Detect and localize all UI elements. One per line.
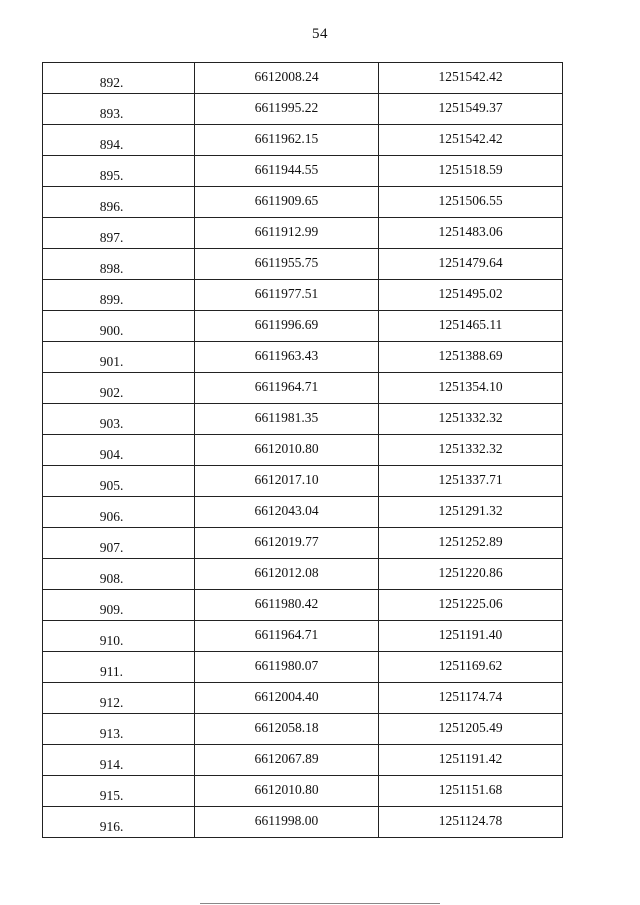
x-coordinate-cell: 6611996.69	[195, 311, 379, 342]
table-row	[43, 404, 563, 435]
x-coordinate-cell: 6611962.15	[195, 125, 379, 156]
x-coordinate-cell: 6611912.99	[195, 218, 379, 249]
table-row	[43, 249, 563, 280]
table-row	[43, 559, 563, 590]
y-coordinate-cell: 1251191.42	[379, 745, 563, 776]
point-number-cell: 900.	[43, 311, 195, 342]
y-coordinate-cell: 1251205.49	[379, 714, 563, 745]
x-coordinate-cell: 6611980.42	[195, 590, 379, 621]
coordinates-table	[42, 62, 563, 838]
table-row	[43, 621, 563, 652]
x-coordinate-cell: 6611981.35	[195, 404, 379, 435]
point-number-cell: 899.	[43, 280, 195, 311]
y-coordinate-cell: 1251252.89	[379, 528, 563, 559]
y-coordinate-cell: 1251225.06	[379, 590, 563, 621]
y-coordinate-cell: 1251518.59	[379, 156, 563, 187]
y-coordinate-cell: 1251506.55	[379, 187, 563, 218]
x-coordinate-cell: 6611964.71	[195, 373, 379, 404]
table-row	[43, 373, 563, 404]
x-coordinate-cell: 6611944.55	[195, 156, 379, 187]
page-number: 54	[312, 26, 328, 42]
x-coordinate-cell: 6611964.71	[195, 621, 379, 652]
point-number-cell: 908.	[43, 559, 195, 590]
point-number-cell: 896.	[43, 187, 195, 218]
table-row	[43, 497, 563, 528]
point-number-cell: 893.	[43, 94, 195, 125]
point-number-cell: 905.	[43, 466, 195, 497]
y-coordinate-cell: 1251169.62	[379, 652, 563, 683]
point-number-cell: 915.	[43, 776, 195, 807]
point-number-cell: 909.	[43, 590, 195, 621]
y-coordinate-cell: 1251291.32	[379, 497, 563, 528]
table-row	[43, 435, 563, 466]
x-coordinate-cell: 6612067.89	[195, 745, 379, 776]
table-row	[43, 156, 563, 187]
table-row	[43, 683, 563, 714]
table-row	[43, 590, 563, 621]
table-row	[43, 280, 563, 311]
x-coordinate-cell: 6611998.00	[195, 807, 379, 838]
point-number-cell: 911.	[43, 652, 195, 683]
point-number-cell: 914.	[43, 745, 195, 776]
point-number-cell: 901.	[43, 342, 195, 373]
point-number-cell: 904.	[43, 435, 195, 466]
point-number-cell: 916.	[43, 807, 195, 838]
y-coordinate-cell: 1251465.11	[379, 311, 563, 342]
x-coordinate-cell: 6612043.04	[195, 497, 379, 528]
table-row	[43, 311, 563, 342]
y-coordinate-cell: 1251483.06	[379, 218, 563, 249]
y-coordinate-cell: 1251332.32	[379, 435, 563, 466]
x-coordinate-cell: 6612058.18	[195, 714, 379, 745]
point-number-cell: 895.	[43, 156, 195, 187]
y-coordinate-cell: 1251388.69	[379, 342, 563, 373]
y-coordinate-cell: 1251479.64	[379, 249, 563, 280]
point-number-cell: 912.	[43, 683, 195, 714]
table-row	[43, 776, 563, 807]
footer-divider	[200, 903, 440, 904]
table-row	[43, 187, 563, 218]
x-coordinate-cell: 6611977.51	[195, 280, 379, 311]
table-row	[43, 94, 563, 125]
point-number-cell: 894.	[43, 125, 195, 156]
point-number-cell: 897.	[43, 218, 195, 249]
x-coordinate-cell: 6612019.77	[195, 528, 379, 559]
x-coordinate-cell: 6611909.65	[195, 187, 379, 218]
point-number-cell: 902.	[43, 373, 195, 404]
x-coordinate-cell: 6611980.07	[195, 652, 379, 683]
y-coordinate-cell: 1251542.42	[379, 125, 563, 156]
point-number-cell: 913.	[43, 714, 195, 745]
table-row	[43, 652, 563, 683]
table-row	[43, 125, 563, 156]
y-coordinate-cell: 1251549.37	[379, 94, 563, 125]
table-row	[43, 466, 563, 497]
y-coordinate-cell: 1251495.02	[379, 280, 563, 311]
table-row	[43, 218, 563, 249]
x-coordinate-cell: 6612010.80	[195, 776, 379, 807]
table-row	[43, 745, 563, 776]
table-row	[43, 63, 563, 94]
x-coordinate-cell: 6612008.24	[195, 63, 379, 94]
y-coordinate-cell: 1251124.78	[379, 807, 563, 838]
point-number-cell: 907.	[43, 528, 195, 559]
point-number-cell: 910.	[43, 621, 195, 652]
y-coordinate-cell: 1251332.32	[379, 404, 563, 435]
table-row	[43, 807, 563, 838]
x-coordinate-cell: 6612004.40	[195, 683, 379, 714]
y-coordinate-cell: 1251174.74	[379, 683, 563, 714]
table-row	[43, 714, 563, 745]
y-coordinate-cell: 1251542.42	[379, 63, 563, 94]
x-coordinate-cell: 6612017.10	[195, 466, 379, 497]
y-coordinate-cell: 1251220.86	[379, 559, 563, 590]
point-number-cell: 898.	[43, 249, 195, 280]
table-row	[43, 528, 563, 559]
y-coordinate-cell: 1251151.68	[379, 776, 563, 807]
y-coordinate-cell: 1251354.10	[379, 373, 563, 404]
x-coordinate-cell: 6611963.43	[195, 342, 379, 373]
x-coordinate-cell: 6612010.80	[195, 435, 379, 466]
coordinates-table-body	[43, 63, 563, 838]
table-row	[43, 342, 563, 373]
x-coordinate-cell: 6611995.22	[195, 94, 379, 125]
point-number-cell: 892.	[43, 63, 195, 94]
y-coordinate-cell: 1251337.71	[379, 466, 563, 497]
point-number-cell: 903.	[43, 404, 195, 435]
x-coordinate-cell: 6611955.75	[195, 249, 379, 280]
x-coordinate-cell: 6612012.08	[195, 559, 379, 590]
y-coordinate-cell: 1251191.40	[379, 621, 563, 652]
point-number-cell: 906.	[43, 497, 195, 528]
